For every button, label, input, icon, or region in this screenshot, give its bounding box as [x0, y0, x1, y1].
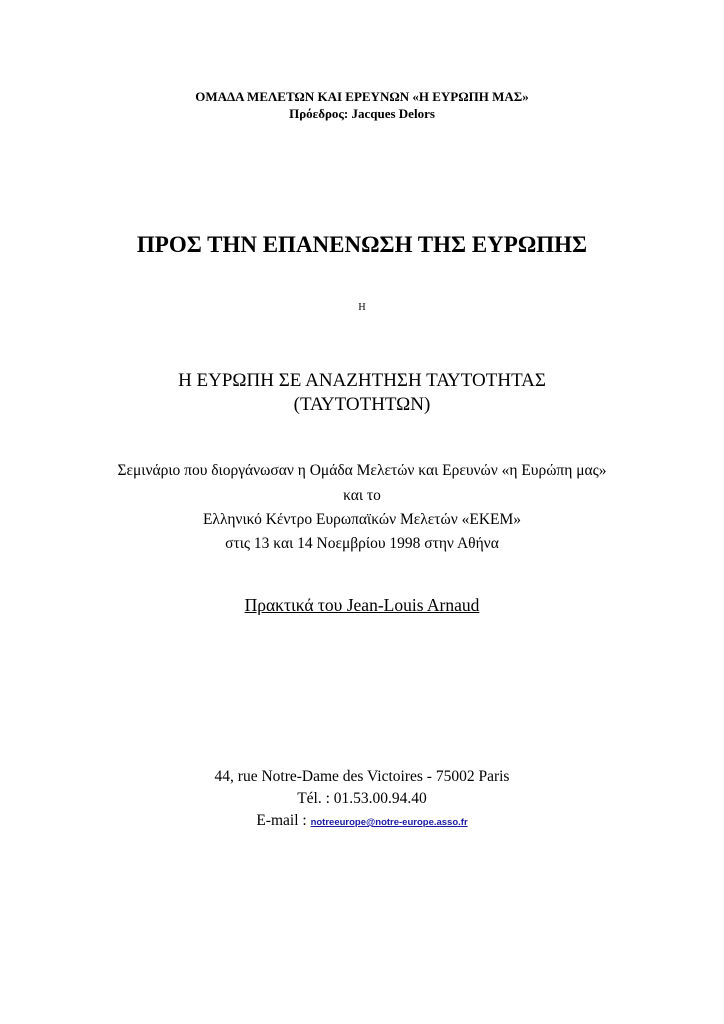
email-link[interactable]: notreeurope@notre-europe.asso.fr — [310, 817, 468, 828]
or-separator: Η — [358, 302, 366, 313]
president: Πρόεδρος: Jacques Delors — [289, 106, 435, 121]
subtitle-line-2: (ΤΑΥΤΟΤΗΤΩΝ) — [293, 394, 431, 415]
subtitle-line-1: Η ΕΥΡΩΠΗ ΣΕ ΑΝΑΖΗΤΗΣΗ ΤΑΥΤΟΤΗΤΑΣ — [178, 370, 546, 391]
proceedings-author: Πρακτικά του Jean-Louis Arnaud — [244, 595, 480, 615]
email-line — [0, 812, 724, 830]
seminar-line-2: και το — [343, 487, 381, 504]
org-name: ΟΜΑΔΑ ΜΕΛΕΤΩΝ ΚΑΙ ΕΡΕΥΝΩΝ «Η ΕΥΡΩΠΗ ΜΑΣ» — [195, 89, 529, 104]
address: 44, rue Notre-Dame des Victoires - 75002 Paris — [214, 768, 510, 785]
seminar-line-3: Ελληνικό Κέντρο Ευρωπαϊκών Μελετών «ΕΚΕΜ» — [202, 511, 522, 528]
page-title: ΠΡΟΣ ΤΗΝ ΕΠΑΝΕΝΩΣΗ ΤΗΣ ΕΥΡΩΠΗΣ — [136, 232, 588, 257]
seminar-line-1: Σεμινάριο που διοργάνωσαν η Ομάδα Μελετών και Ερευνών «η Ευρώπη μας» — [117, 462, 607, 479]
email-label: E-mail : — [256, 812, 311, 829]
phone: Tél. : 01.53.00.94.40 — [297, 790, 427, 807]
seminar-line-4: στις 13 και 14 Νοεμβρίου 1998 στην Αθήνα — [225, 535, 499, 552]
